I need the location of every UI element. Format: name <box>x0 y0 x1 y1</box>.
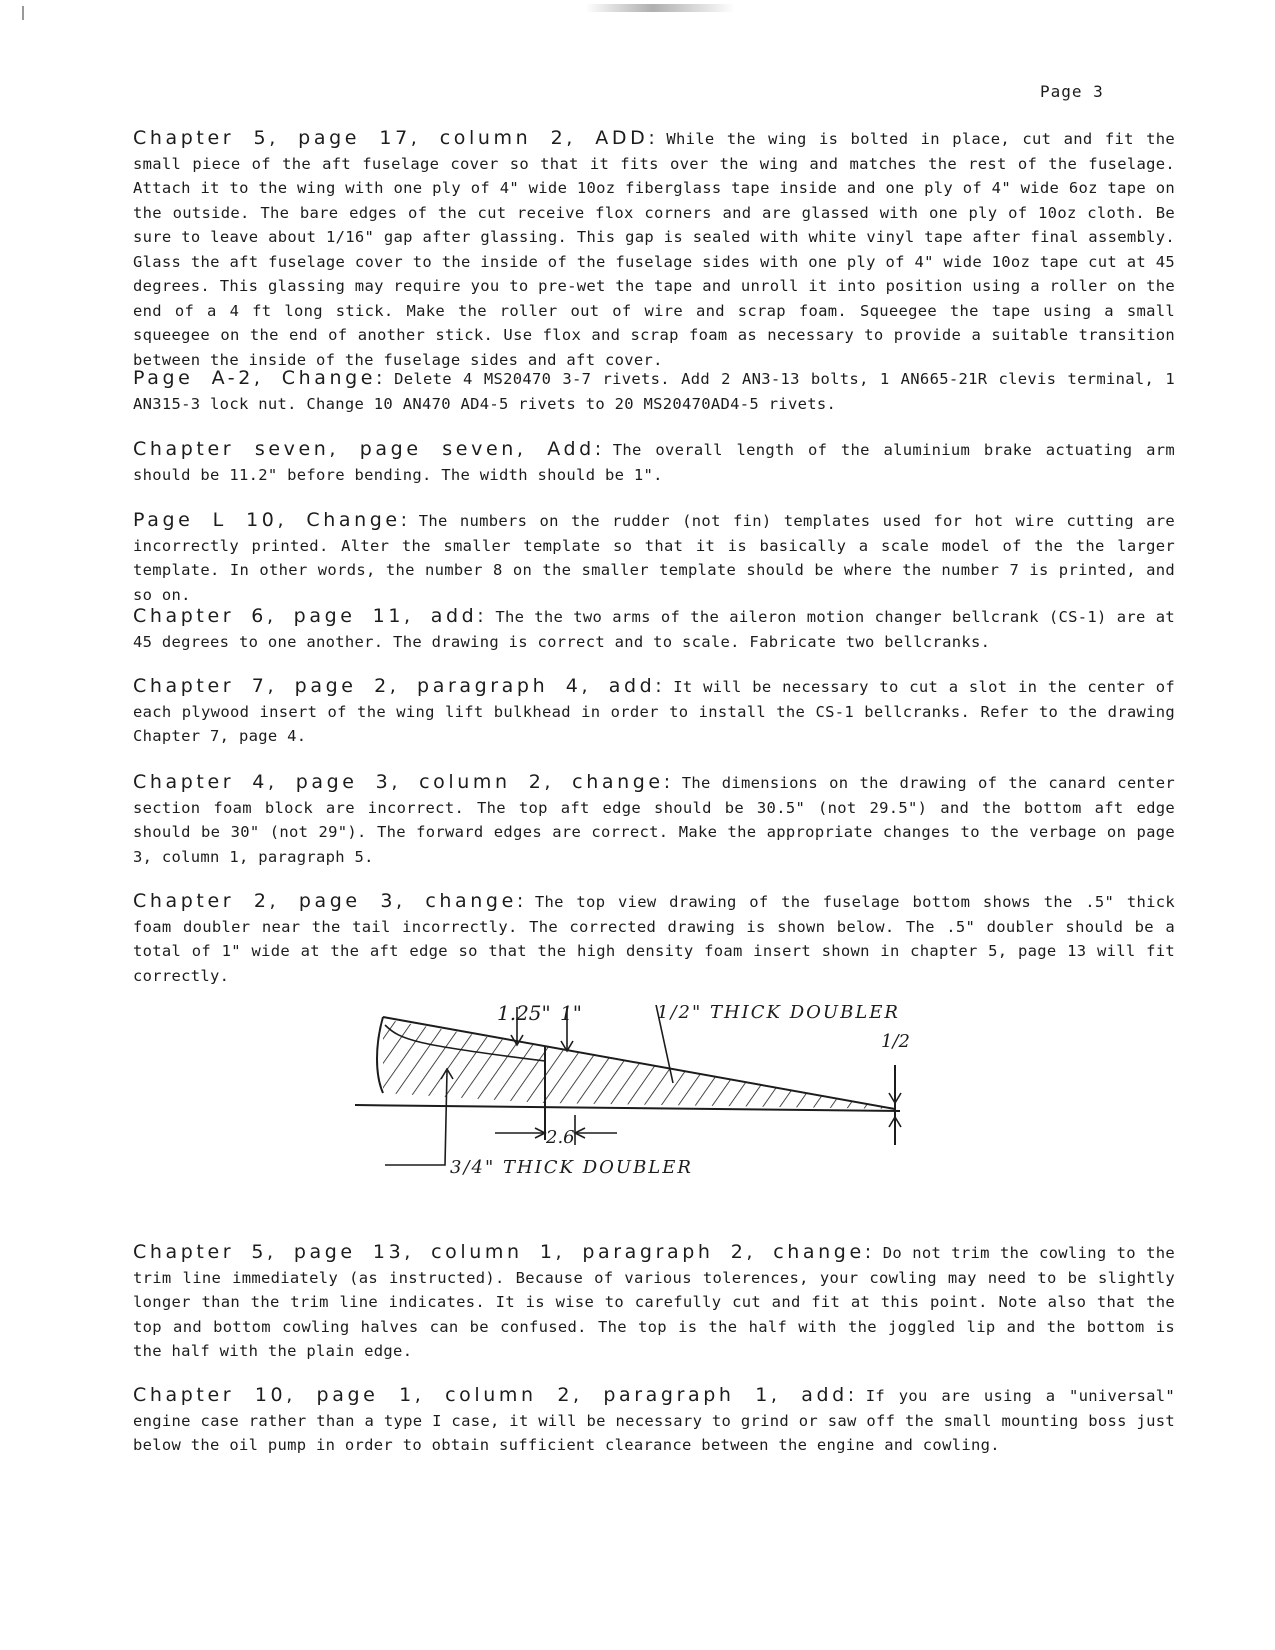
entry-text: Do not trim the cowling to the trim line immediately (as instructed). Because of various tolerences, your cowling may need to be slightly longer than the trim line indicates. It is wise to carefully cut and fit at this point. Note also that the top and bottom cowling halves can be confused. The top is the half with the joggled lip and the bottom is the half with the plain edge. <box>133 1244 1175 1360</box>
errata-entry <box>133 437 1175 487</box>
page-number: Page 3 <box>1040 82 1104 101</box>
entry-heading: Chapter 5, page 13, column 1, paragraph 2, change: <box>133 1241 875 1263</box>
entry-text: Delete 4 MS20470 3-7 rivets. Add 2 AN3-13 bolts, 1 AN665-21R clevis terminal, 1 AN315-3 lock nut. Change 10 AN470 AD4-5 rivets to 20 MS20470AD4-5 rivets. <box>133 370 1175 413</box>
errata-entry <box>133 770 1175 869</box>
entry-heading: Chapter seven, page seven, Add: <box>133 438 605 460</box>
label-26: 2.6 <box>546 1127 575 1148</box>
entry-heading: Chapter 4, page 3, column 2, change: <box>133 771 674 793</box>
entry-text: The the two arms of the aileron motion changer bellcrank (CS-1) are at 45 degrees to one another. The drawing is correct and to scale. Fabricate two bellcranks. <box>133 608 1175 651</box>
entry-text: The top view drawing of the fuselage bottom shows the .5" thick foam doubler near the tail incorrectly. The corrected drawing is shown below. The .5" doubler should be a total of 1" wide at the aft edge so that the high density foam insert shown in chapter 5, page 13 will fit correctly. <box>133 893 1175 985</box>
entry-text: The overall length of the aluminium brake actuating arm should be 11.2" before bending. The width should be 1". <box>133 441 1175 484</box>
errata-entry <box>133 889 1175 988</box>
entry-text: While the wing is bolted in place, cut and fit the small piece of the aft fuselage cover so that it fits over the wing and matches the rest of the fuselage. Attach it to the wing with one ply of 4" wide 10oz fiberglass tape inside and one ply of 4" wide 6oz tape on the outside. The bare edges of the cut receive flox corners and are glassed with one ply of 10oz cloth. Be sure to leave about 1/16" gap after glassing. This gap is sealed with white vinyl tape after final assembly. Glass the aft fuselage cover to the inside of the fuselage sides with one ply of 4" wide 10oz tape cut at 45 degrees. This glassing may require you to pre-wet the tape and unroll it into position using a roller on the end of a 4 ft long stick. Make the roller out of wire and scrap foam. Squeegee the tape using a small squeegee on the end of another stick. Use flox and scrap foam as necessary to provide a suitable transition between the inside of the fuselage sides and aft cover. <box>133 130 1175 369</box>
label-125: 1.25" <box>497 1005 551 1026</box>
entry-heading: Page L 10, Change: <box>133 509 411 531</box>
entry-heading: Chapter 7, page 2, paragraph 4, add: <box>133 675 666 697</box>
entry-heading: Chapter 10, page 1, column 2, paragraph 1, add: <box>133 1384 858 1406</box>
entry-text: The dimensions on the drawing of the canard center section foam block are incorrect. The top aft edge should be 30.5" (not 29.5") and the bottom aft edge should be 30" (not 29"). The forward edges are correct. Make the appropriate changes to the verbage on page 3, column 1, paragraph 5. <box>133 774 1176 866</box>
doubler-drawing <box>355 1005 955 1245</box>
fuselage-side-outline <box>377 1017 383 1093</box>
entry-heading: Chapter 5, page 17, column 2, ADD: <box>133 127 659 149</box>
entry-text: If you are using a "universal" engine case rather than a type I case, it will be necessary to grind or saw off the small mounting boss just below the oil pump in order to obtain sufficient clearance between the engine and cowling. <box>133 1387 1175 1454</box>
doubler-drawing-svg <box>355 1005 955 1245</box>
errata-entry <box>133 604 1175 654</box>
errata-entry <box>133 674 1175 749</box>
errata-entry <box>133 508 1175 607</box>
label-half-right: 1/2 <box>881 1031 910 1052</box>
scan-corner-mark <box>22 6 24 20</box>
label-three-quarter-doubler: 3/4" THICK DOUBLER <box>450 1157 693 1178</box>
label-half-thick-doubler: 1/2" THICK DOUBLER <box>657 1005 900 1023</box>
errata-entry <box>133 1240 1175 1364</box>
entry-heading: Chapter 2, page 3, change: <box>133 890 527 912</box>
scan-smudge <box>585 4 735 12</box>
entry-text: The numbers on the rudder (not fin) templates used for hot wire cutting are incorrectly printed. Alter the smaller template so that it is basically a scale model of the the larger template. In other words, the number 8 on the smaller template should be where the number 7 is printed, and so on. <box>133 512 1175 604</box>
entry-heading: Page A-2, Change: <box>133 367 387 389</box>
errata-entry <box>133 366 1175 416</box>
entry-text: It will be necessary to cut a slot in the center of each plywood insert of the wing lift bulkhead in order to install the CS-1 bellcranks. Refer to the drawing Chapter 7, page 4. <box>133 678 1175 745</box>
errata-entry <box>133 126 1175 372</box>
label-1: 1" <box>560 1005 582 1026</box>
entry-heading: Chapter 6, page 11, add: <box>133 605 488 627</box>
errata-entry <box>133 1383 1175 1458</box>
